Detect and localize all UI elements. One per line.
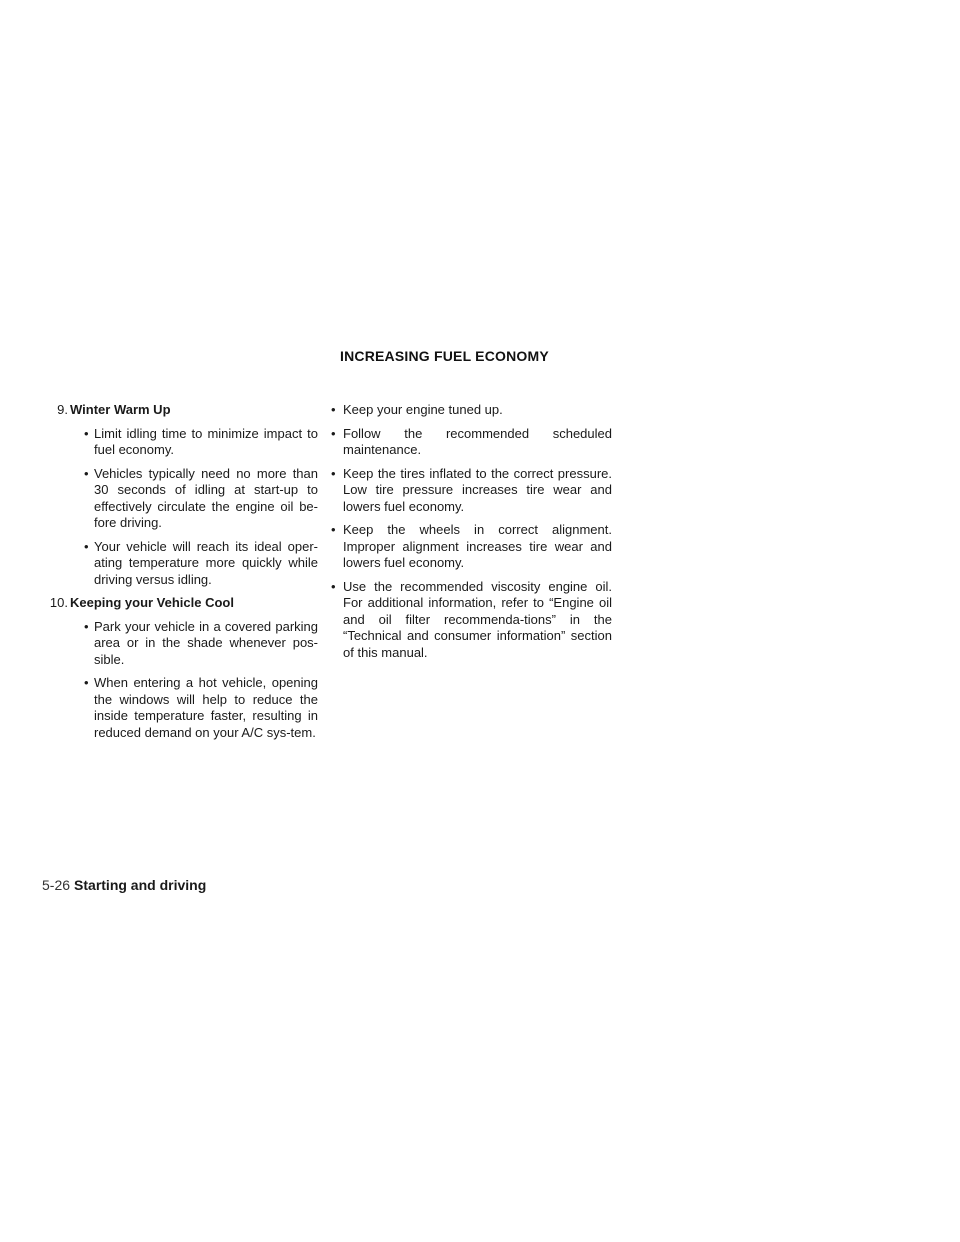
bullet-item: • Follow the recommended scheduled maintenance. — [331, 425, 612, 457]
bullet-item: • Vehicles typically need no more than 30 seconds of idling at start-up to effectively circulate the engine oil be-fore driving. — [84, 465, 318, 530]
bullet-icon: • — [331, 522, 336, 537]
bullet-icon: • — [331, 578, 336, 594]
bullet-item: • Your vehicle will reach its ideal oper-ating temperature more quickly while driving versus idling. — [84, 538, 318, 587]
section-title: INCREASING FUEL ECONOMY — [340, 348, 549, 364]
bullet-item: • Limit idling time to minimize impact to fuel economy. — [84, 425, 318, 457]
bullet-item: • Use the recommended viscosity engine oil. For additional information, refer to “Engine oil and oil filter recommenda-tions” in the “Technical and consumer information” section of this manual. — [331, 578, 612, 660]
page-footer — [42, 877, 206, 893]
right-column — [330, 402, 612, 668]
bullet-icon: • — [331, 402, 336, 417]
bullet-icon: • — [331, 465, 336, 481]
bullet-icon: • — [84, 675, 89, 690]
item-number: 10. — [49, 595, 68, 610]
bullet-item: • When entering a hot vehicle, opening the windows will help to reduce the inside temperature faster, resulting in reduced demand on your A/C sys-tem. — [84, 675, 318, 740]
bullet-item: • Keep the tires inflated to the correct pressure. Low tire pressure increases tire wear and lowers fuel economy. — [331, 465, 612, 514]
bullet-item: • Keep your engine tuned up. — [331, 402, 503, 417]
list-item-10 — [42, 595, 318, 741]
bullet-item: • Keep the wheels in correct alignment. Improper alignment increases tire wear and lowers fuel economy. — [331, 522, 612, 570]
item-title: Keeping your Vehicle Cool — [70, 595, 234, 610]
bullet-icon: • — [84, 465, 89, 481]
item-number: 9. — [57, 402, 68, 417]
bullet-icon: • — [84, 618, 89, 634]
bullet-item: • Park your vehicle in a covered parking area or in the shade whenever pos-sible. — [84, 618, 318, 667]
page-number: 5-26 — [42, 877, 71, 893]
bullet-icon: • — [84, 538, 89, 554]
left-column — [42, 402, 318, 748]
bullet-icon: • — [331, 425, 336, 441]
item-title: Winter Warm Up — [70, 402, 171, 417]
bullet-icon: • — [84, 425, 89, 441]
footer-section-label: Starting and driving — [74, 877, 207, 893]
list-item-9 — [42, 402, 318, 588]
